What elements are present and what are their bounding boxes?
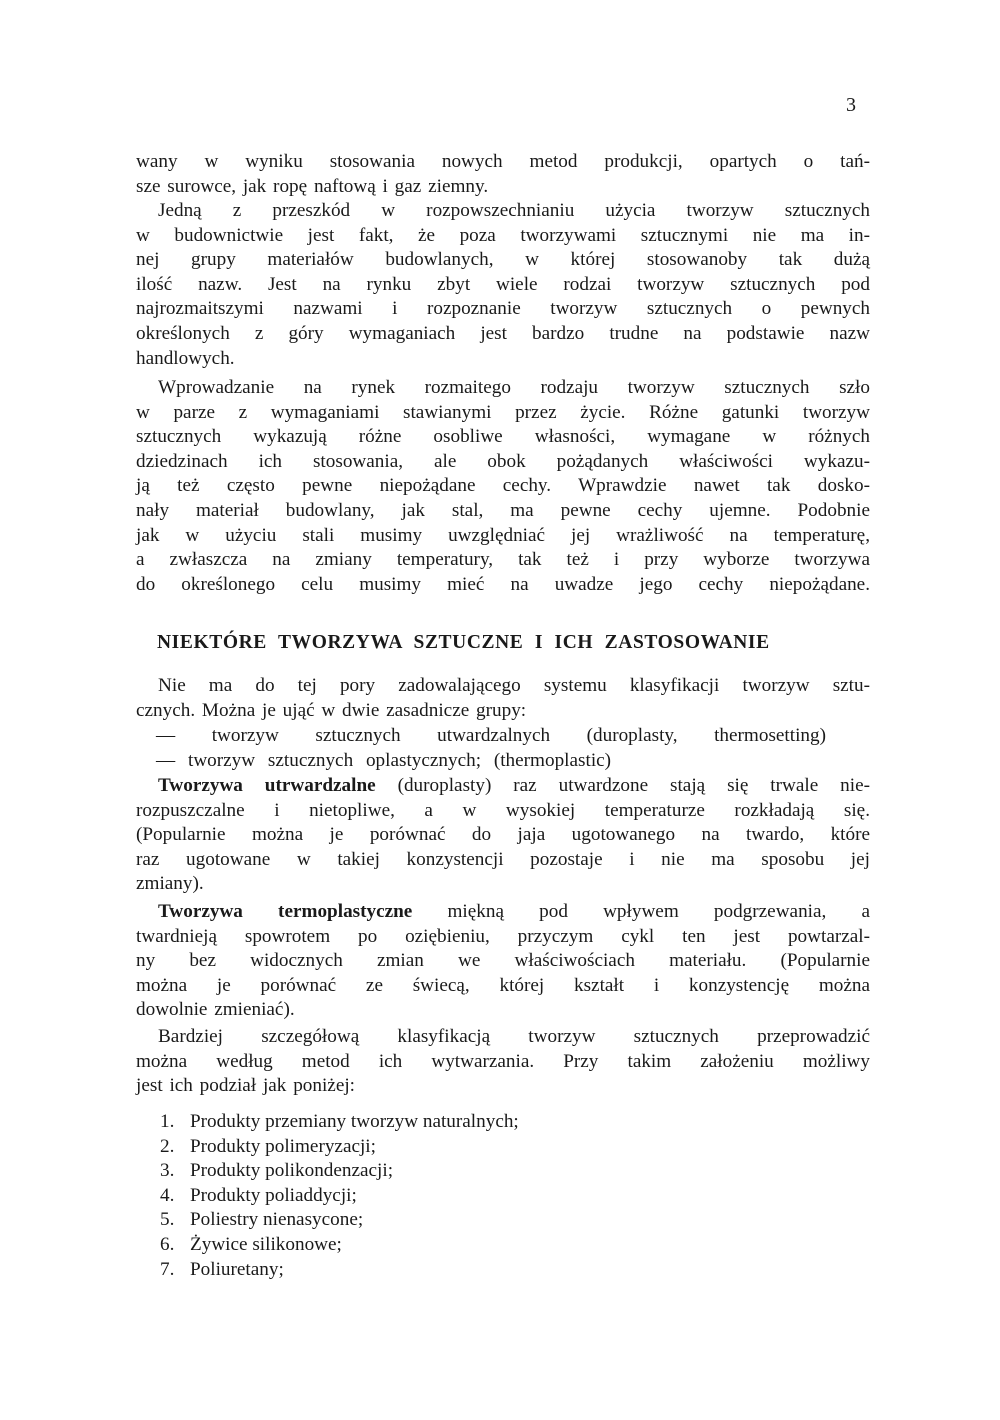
- list-text: Żywice silikonowe;: [190, 1233, 342, 1255]
- text-line: rozpuszczalne i nietopliwe, a w wysokiej temperaturze rozkładają się.: [136, 799, 870, 821]
- text-line: sze surowce, jak ropę naftową i gaz ziemny.: [136, 175, 489, 197]
- text-fragment: miękną pod wpływem podgrzewania, a: [412, 901, 870, 922]
- page-number: 3: [846, 94, 856, 116]
- paragraph-7: [136, 1025, 870, 1099]
- text-line: cznych. Można je ująć w dwie zasadnicze grupy:: [136, 699, 527, 721]
- text-line: dowolnie zmieniać).: [136, 999, 295, 1021]
- text-line: a zwłaszcza na zmiany temperatury, tak też i przy wyborze tworzywa: [136, 549, 870, 571]
- text-line: sztucznych wykazują różne osobliwe własności, wymagane w różnych: [136, 426, 870, 448]
- list-text: Produkty polikondenzacji;: [190, 1160, 394, 1182]
- text-line: Nie ma do tej pory zadowalającego systemu klasyfikacji tworzyw sztu-: [158, 675, 870, 696]
- text-line: raz ugotowane w takiej konzystencji pozostaje i nie ma sposobu jej: [136, 848, 870, 870]
- list-item: [160, 1258, 519, 1283]
- list-item: [160, 1135, 519, 1160]
- text-line: do określonego celu musimy mieć na uwadze jego cechy niepożądane.: [136, 573, 870, 595]
- text-line: Wprowadzanie na rynek rozmaitego rodzaju tworzyw sztucznych szło: [158, 377, 870, 398]
- text-line: jest ich podział jak poniżej:: [136, 1075, 355, 1097]
- bold-term: Tworzywa termoplastyczne: [158, 901, 413, 922]
- text-line: twardnieją spowrotem po oziębieniu, przyczym cykl ten jest powtarzal-: [136, 925, 870, 947]
- list-item: [160, 1110, 519, 1135]
- text-line: zmiany).: [136, 873, 204, 895]
- list-text: Poliuretany;: [190, 1258, 284, 1280]
- dash-item: — tworzyw sztucznych oplastycznych; (thermoplastic): [156, 749, 612, 771]
- list-item: [160, 1208, 519, 1233]
- paragraph-2: [136, 199, 870, 371]
- text-line: Bardziej szczegółową klasyfikacją tworzyw sztucznych przeprowadzić: [158, 1026, 870, 1047]
- text-line: (Popularnie można je porównać do jaja ugotowanego na twardo, które: [136, 824, 870, 846]
- paragraph-4: [136, 674, 870, 723]
- paragraph-6: [136, 900, 870, 1023]
- list-item: [160, 1233, 519, 1258]
- text-fragment: (duroplasty) raz utwardzone stają się trwale nie-: [375, 775, 870, 796]
- dash-list: [156, 724, 826, 773]
- list-number: 1.: [160, 1111, 175, 1132]
- list-number: 5.: [160, 1209, 175, 1231]
- text-line: można je porównać ze świecą, której kształt i konzystencję można: [136, 974, 870, 996]
- text-line: w parze z wymaganiami stawianymi przez życie. Różne gatunki tworzyw: [136, 401, 870, 423]
- paragraph-5: [136, 774, 870, 897]
- text-line: wany w wyniku stosowania nowych metod produkcji, opartych o tań-: [136, 151, 870, 172]
- list-number: 6.: [160, 1233, 175, 1255]
- text-line: ilość nazw. Jest na rynku zbyt wiele rodzai tworzyw sztucznych pod: [136, 273, 870, 295]
- list-item: [160, 1184, 519, 1209]
- list-number: 3.: [160, 1160, 175, 1182]
- text-line: w budownictwie jest fakt, że poza tworzywami sztucznymi nie ma in-: [136, 224, 870, 246]
- text-line: nały materiał budowlany, jak stal, ma pewne cechy ujemne. Podobnie: [136, 499, 870, 521]
- bold-term: Tworzywa utrwardzalne: [158, 775, 376, 796]
- list-number: 4.: [160, 1184, 175, 1206]
- section-heading: NIEKTÓRE TWORZYWA SZTUCZNE I ICH ZASTOSOWANIE: [157, 632, 770, 653]
- text-line: handlowych.: [136, 347, 235, 369]
- list-number: 7.: [160, 1258, 175, 1280]
- list-text: Produkty polimeryzacji;: [190, 1135, 376, 1157]
- list-text: Poliestry nienasycone;: [190, 1209, 364, 1231]
- text-line: można według metod ich wytwarzania. Przy takim założeniu możliwy: [136, 1050, 870, 1072]
- text-line: [136, 774, 870, 799]
- text-line: dziedzinach ich stosowania, ale obok pożądanych właściwości wykazu-: [136, 450, 870, 472]
- text-line: ją też często pewne niepożądane cechy. Wprawdzie nawet tak dosko-: [136, 475, 870, 497]
- paragraph-1: [136, 150, 870, 199]
- list-text: Produkty poliaddycji;: [190, 1184, 357, 1206]
- list-text: Produkty przemiany tworzyw naturalnych;: [190, 1111, 519, 1132]
- numbered-list: [160, 1110, 519, 1282]
- text-line: nej grupy materiałów budowlanych, w której stosowanoby tak dużą: [136, 249, 870, 271]
- paragraph-3: [136, 376, 870, 597]
- list-number: 2.: [160, 1135, 175, 1157]
- text-line: najrozmaitszymi nazwami i rozpoznanie tworzyw sztucznych o pewnych: [136, 298, 870, 320]
- text-line: jak w użyciu stali musimy uwzględniać jej wrażliwość na temperaturę,: [136, 524, 870, 546]
- text-line: Jedną z przeszkód w rozpowszechnianiu użycia tworzyw sztucznych: [158, 200, 870, 221]
- text-line: ny bez widocznych zmian we właściwościach materiału. (Popularnie: [136, 950, 870, 972]
- text-line: określonych z góry wymaganiach jest bardzo trudne na podstawie nazw: [136, 322, 870, 344]
- dash-item: — tworzyw sztucznych utwardzalnych (duroplasty, thermosetting): [156, 725, 826, 746]
- text-line: [136, 900, 870, 925]
- list-item: [160, 1159, 519, 1184]
